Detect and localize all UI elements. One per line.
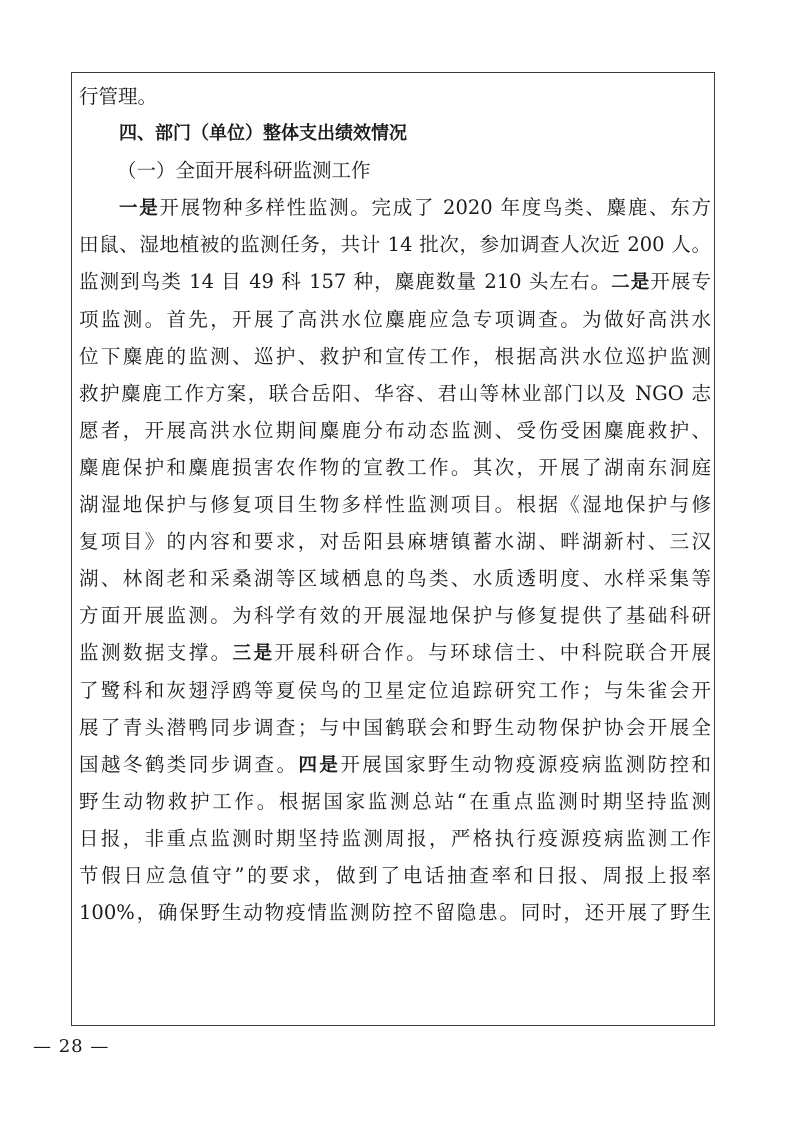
- text-run: 日报，非重点监测时期坚持监测周报，严格执行疫源疫病监测工作: [79, 826, 711, 850]
- text-line: [79, 375, 711, 412]
- text-line: [79, 597, 711, 634]
- text-run: 野生动物救护工作。根据国家监测总站“在重点监测时期坚持监测: [79, 789, 711, 813]
- text-run: 位下麋鹿的监测、巡护、救护和宣传工作，根据高洪水位巡护监测: [79, 344, 711, 368]
- text-line: [79, 338, 711, 375]
- text-line: [79, 820, 711, 857]
- text-run: 国越冬鹤类同步调查。: [79, 752, 299, 776]
- text-run: 开展专: [650, 270, 711, 294]
- text-line: [79, 449, 711, 486]
- text-run: 救护麋鹿工作方案，联合岳阳、华容、君山等林业部门以及 NGO 志: [79, 381, 711, 405]
- text-run: 行管理。: [79, 85, 158, 108]
- text-run: 田鼠、湿地植被的监测任务，共计 14 批次，参加调查人次近 200 人。: [79, 233, 711, 257]
- text-line: [79, 746, 711, 783]
- text-run: 展了青头潜鸭同步调查；与中国鹤联会和野生动物保护协会开展全: [79, 715, 711, 739]
- text-run: 节假日应急值守”的要求，做到了电话抽查率和日报、周报上报率: [79, 863, 711, 887]
- document-body: [79, 78, 711, 931]
- text-run: 开展国家野生动物疫源疫病监测防控和: [340, 752, 711, 776]
- keyword-bold: 一是: [119, 198, 160, 220]
- text-run: 湖、林阁老和采桑湖等区域栖息的鸟类、水质透明度、水样采集等: [79, 567, 711, 591]
- text-run: 开展科研合作。与环球信士、中科院联合开展: [274, 641, 711, 665]
- keyword-bold: 四是: [298, 754, 341, 776]
- text-line: [79, 78, 711, 115]
- text-run: 了鹭科和灰翅浮鸥等夏侯鸟的卫星定位追踪研究工作；与朱雀会开: [79, 678, 711, 702]
- text-line: [79, 672, 711, 709]
- subsection-heading-text: （一）全面开展科研监测工作: [117, 159, 371, 183]
- text-line: [79, 783, 711, 820]
- keyword-bold: 二是: [611, 272, 651, 294]
- text-line: [79, 486, 711, 523]
- text-line: [79, 263, 711, 300]
- section-heading: [79, 115, 711, 152]
- text-line: [79, 894, 711, 931]
- text-run: 监测数据支撑。: [79, 641, 233, 665]
- text-run: 麋鹿保护和麋鹿损害农作物的宣教工作。其次，开展了湖南东洞庭: [79, 455, 711, 479]
- text-line: [79, 301, 711, 338]
- text-run: 复项目》的内容和要求，对岳阳县麻塘镇蓄水湖、畔湖新村、三汉: [79, 530, 711, 554]
- text-run: 方面开展监测。为科学有效的开展湿地保护与修复提供了基础科研: [79, 604, 711, 628]
- text-line: [79, 189, 711, 226]
- text-run: 湖湿地保护与修复项目生物多样性监测项目。根据《湿地保护与修: [79, 493, 711, 517]
- section-heading-text: 四、部门（单位）整体支出绩效情况: [119, 123, 407, 145]
- text-run: 项监测。首先，开展了高洪水位麋鹿应急专项调查。为做好高洪水: [79, 307, 711, 331]
- text-line: [79, 857, 711, 894]
- text-run: 愿者，开展高洪水位期间麋鹿分布动态监测、受伤受困麋鹿救护、: [79, 418, 711, 442]
- text-run: 100%，确保野生动物疫情监测防控不留隐患。同时，还开展了野生: [79, 901, 711, 925]
- text-run: 监测到鸟类 14 目 49 科 157 种，麋鹿数量 210 头左右。: [79, 270, 612, 294]
- text-run: 开展物种多样性监测。完成了 2020 年度鸟类、麋鹿、东方: [159, 196, 711, 220]
- subsection-heading: [79, 152, 711, 189]
- text-line: [79, 560, 711, 597]
- text-line: [79, 709, 711, 746]
- text-line: [79, 226, 711, 263]
- text-line: [79, 412, 711, 449]
- text-line: [79, 523, 711, 560]
- keyword-bold: 三是: [232, 643, 275, 665]
- text-line: [79, 634, 711, 671]
- page-number: — 28 —: [33, 1036, 110, 1057]
